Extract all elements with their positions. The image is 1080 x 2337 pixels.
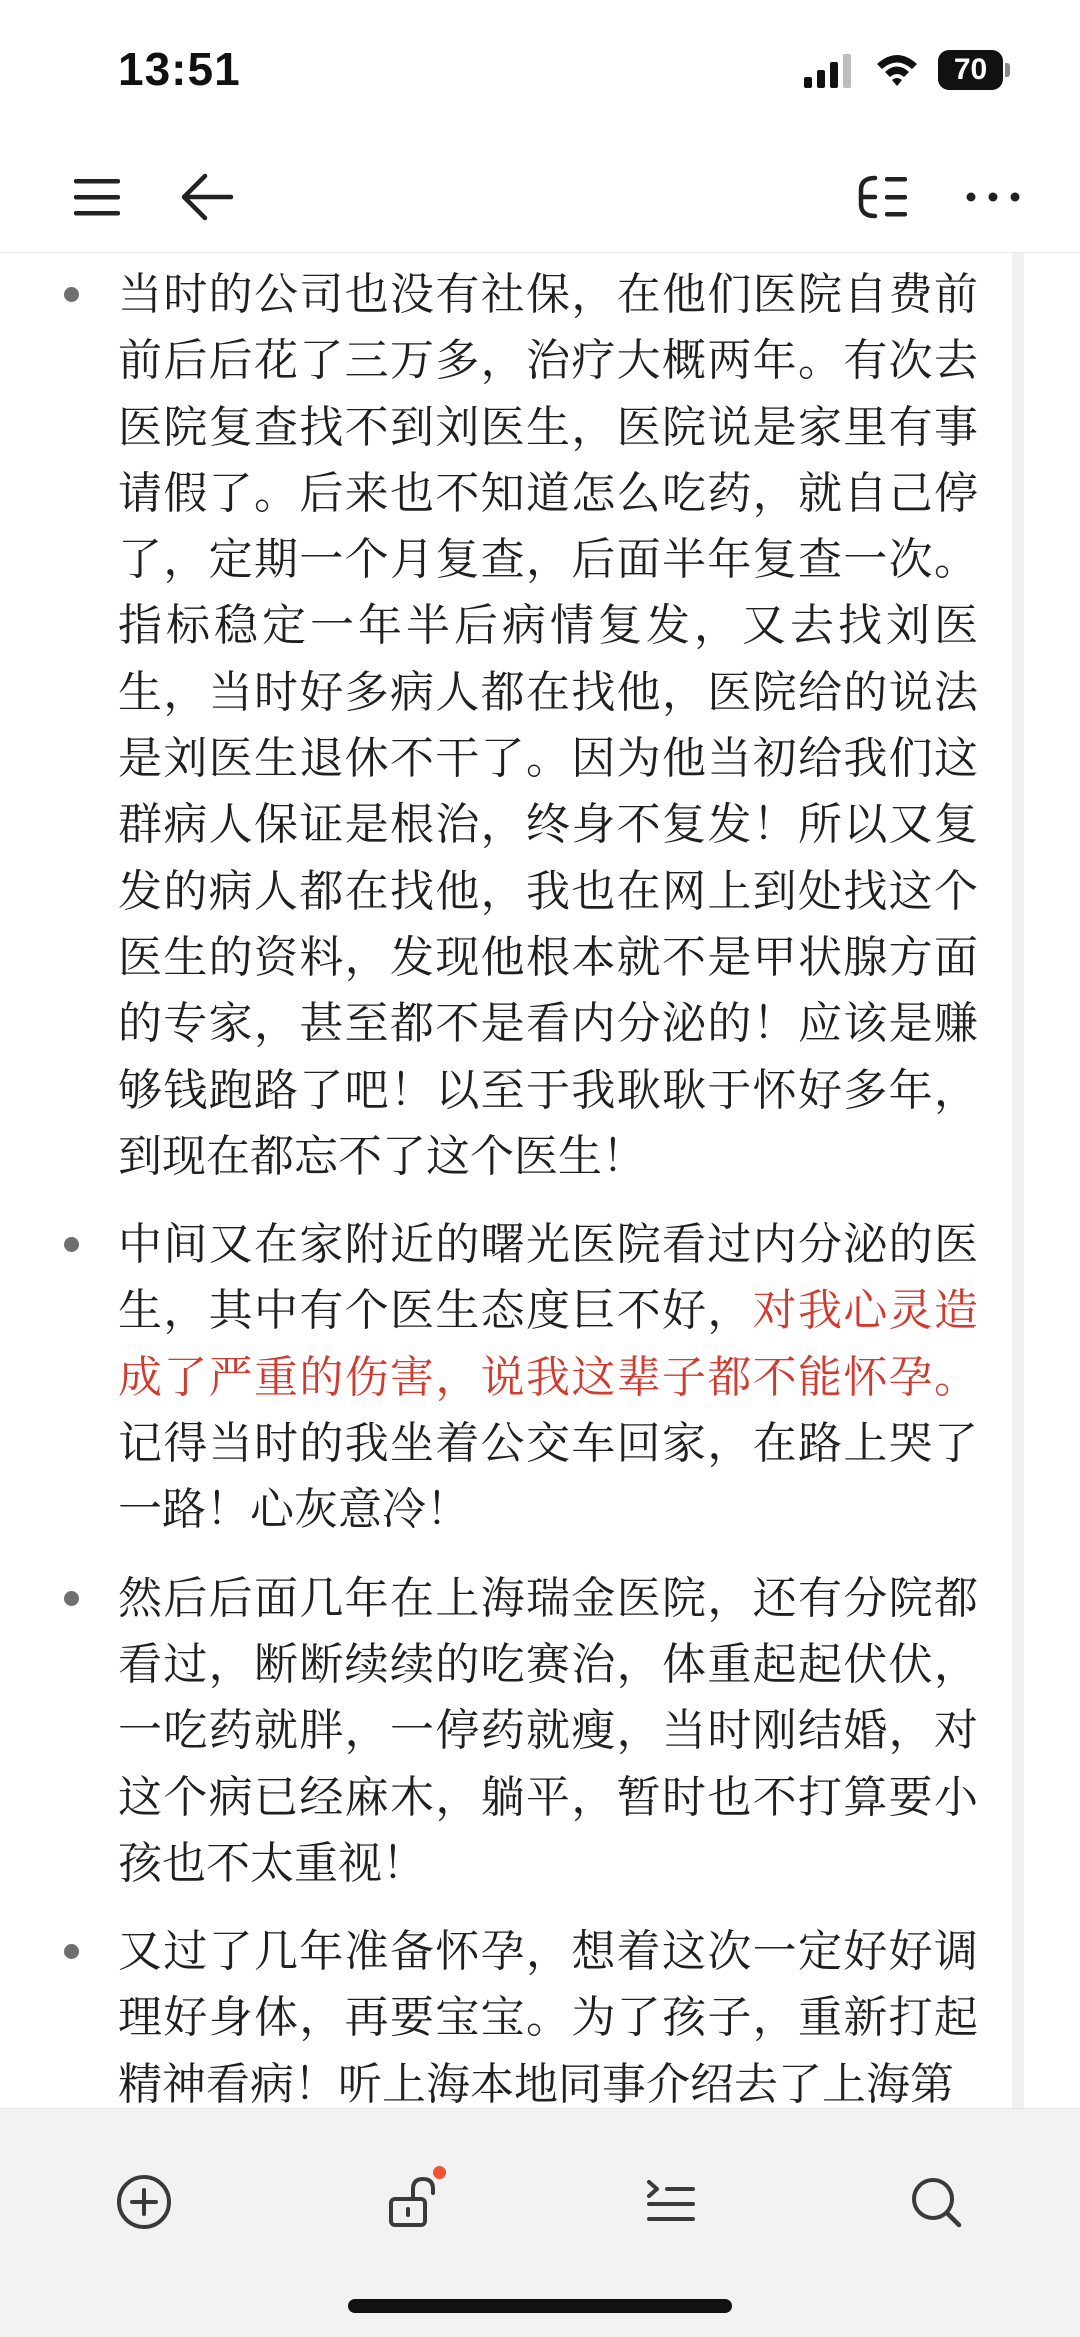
paragraph-text: 记得当时的我坐着公交车回家，在路上哭了一路！心灰意冷！ <box>118 1418 978 1536</box>
bullet-point <box>64 1237 79 1252</box>
lock-button[interactable] <box>374 2164 450 2240</box>
search-icon <box>907 2173 965 2231</box>
menu-icon <box>72 175 124 219</box>
paragraph-text: 又过了几年准备怀孕，想着这次一定好好调理好身体，再要宝宝。为了孩子，重新打起精神看病！听上海本地同事介绍去了上海第 <box>118 1926 978 2108</box>
paragraph-text: 中间又在家附近的曙光医院看过内分泌的医生，其中有个医生态度巨不好， <box>118 1219 978 1337</box>
outline-icon <box>853 172 913 222</box>
nav-bar <box>0 140 1080 253</box>
menu-button[interactable] <box>63 162 133 232</box>
bullet-point <box>64 1944 79 1959</box>
more-icon <box>965 190 1021 204</box>
bullet-point <box>64 1591 79 1606</box>
bullet-point <box>64 287 79 302</box>
back-button[interactable] <box>172 162 242 232</box>
search-button[interactable] <box>898 2164 974 2240</box>
notification-badge <box>433 2166 446 2179</box>
battery-icon <box>938 50 1010 90</box>
scroll-track[interactable] <box>1012 253 1024 2108</box>
format-icon <box>641 2173 699 2231</box>
list-item[interactable] <box>0 1212 978 1543</box>
wifi-icon <box>874 52 920 88</box>
outline-button[interactable] <box>848 162 918 232</box>
more-button[interactable] <box>958 162 1028 232</box>
home-indicator[interactable] <box>348 2299 732 2313</box>
highlighted-text: 对我心灵造成了严重的伤害，说我这辈子都不能怀孕。 <box>118 1285 979 1403</box>
article-content[interactable] <box>0 253 1080 2108</box>
lock-icon <box>383 2173 441 2231</box>
cellular-signal-icon <box>802 52 856 88</box>
battery-cap <box>1005 63 1010 77</box>
status-icons <box>802 48 1010 92</box>
add-button[interactable] <box>106 2164 182 2240</box>
status-time: 13:51 <box>118 43 241 95</box>
status-bar <box>0 0 1080 140</box>
back-arrow-icon <box>179 172 235 222</box>
list-item[interactable] <box>0 262 978 1190</box>
paragraph-text: 当时的公司也没有社保，在他们医院自费前前后后花了三万多，治疗大概两年。有次去医院复查找不到刘医生，医院说是家里有事请假了。后来也不知道怎么吃药，就自己停了，定期一个月复查，后面半年复查一次。指标稳定一年半后病情复发，又去找刘医生，当时好多病人都在找他，医院给的说法是刘医生退休不干了。因为他当初给我们这群病人保证是根治，终身不复发！所以又复发的病人都在找他，我也在网上到处找这个医生的资料，发现他根本就不是甲状腺方面的专家，甚至都不是看内分泌的！应该是赚够钱跑路了吧！以至于我耿耿于怀好多年，到现在都忘不了这个医生！ <box>118 269 978 1182</box>
list-item[interactable] <box>0 1566 978 1897</box>
battery-level: 70 <box>938 50 1003 90</box>
add-icon <box>115 2173 173 2231</box>
list-item[interactable] <box>0 1919 978 2108</box>
bullet-list <box>0 262 1080 2108</box>
bottom-toolbar <box>0 2108 1080 2337</box>
paragraph-text: 然后后面几年在上海瑞金医院，还有分院都看过，断断续续的吃赛治，体重起起伏伏，一吃药就胖，一停药就瘦，当时刚结婚，对这个病已经麻木，躺平，暂时也不打算要小孩也不太重视！ <box>118 1572 978 1889</box>
format-button[interactable] <box>632 2164 708 2240</box>
